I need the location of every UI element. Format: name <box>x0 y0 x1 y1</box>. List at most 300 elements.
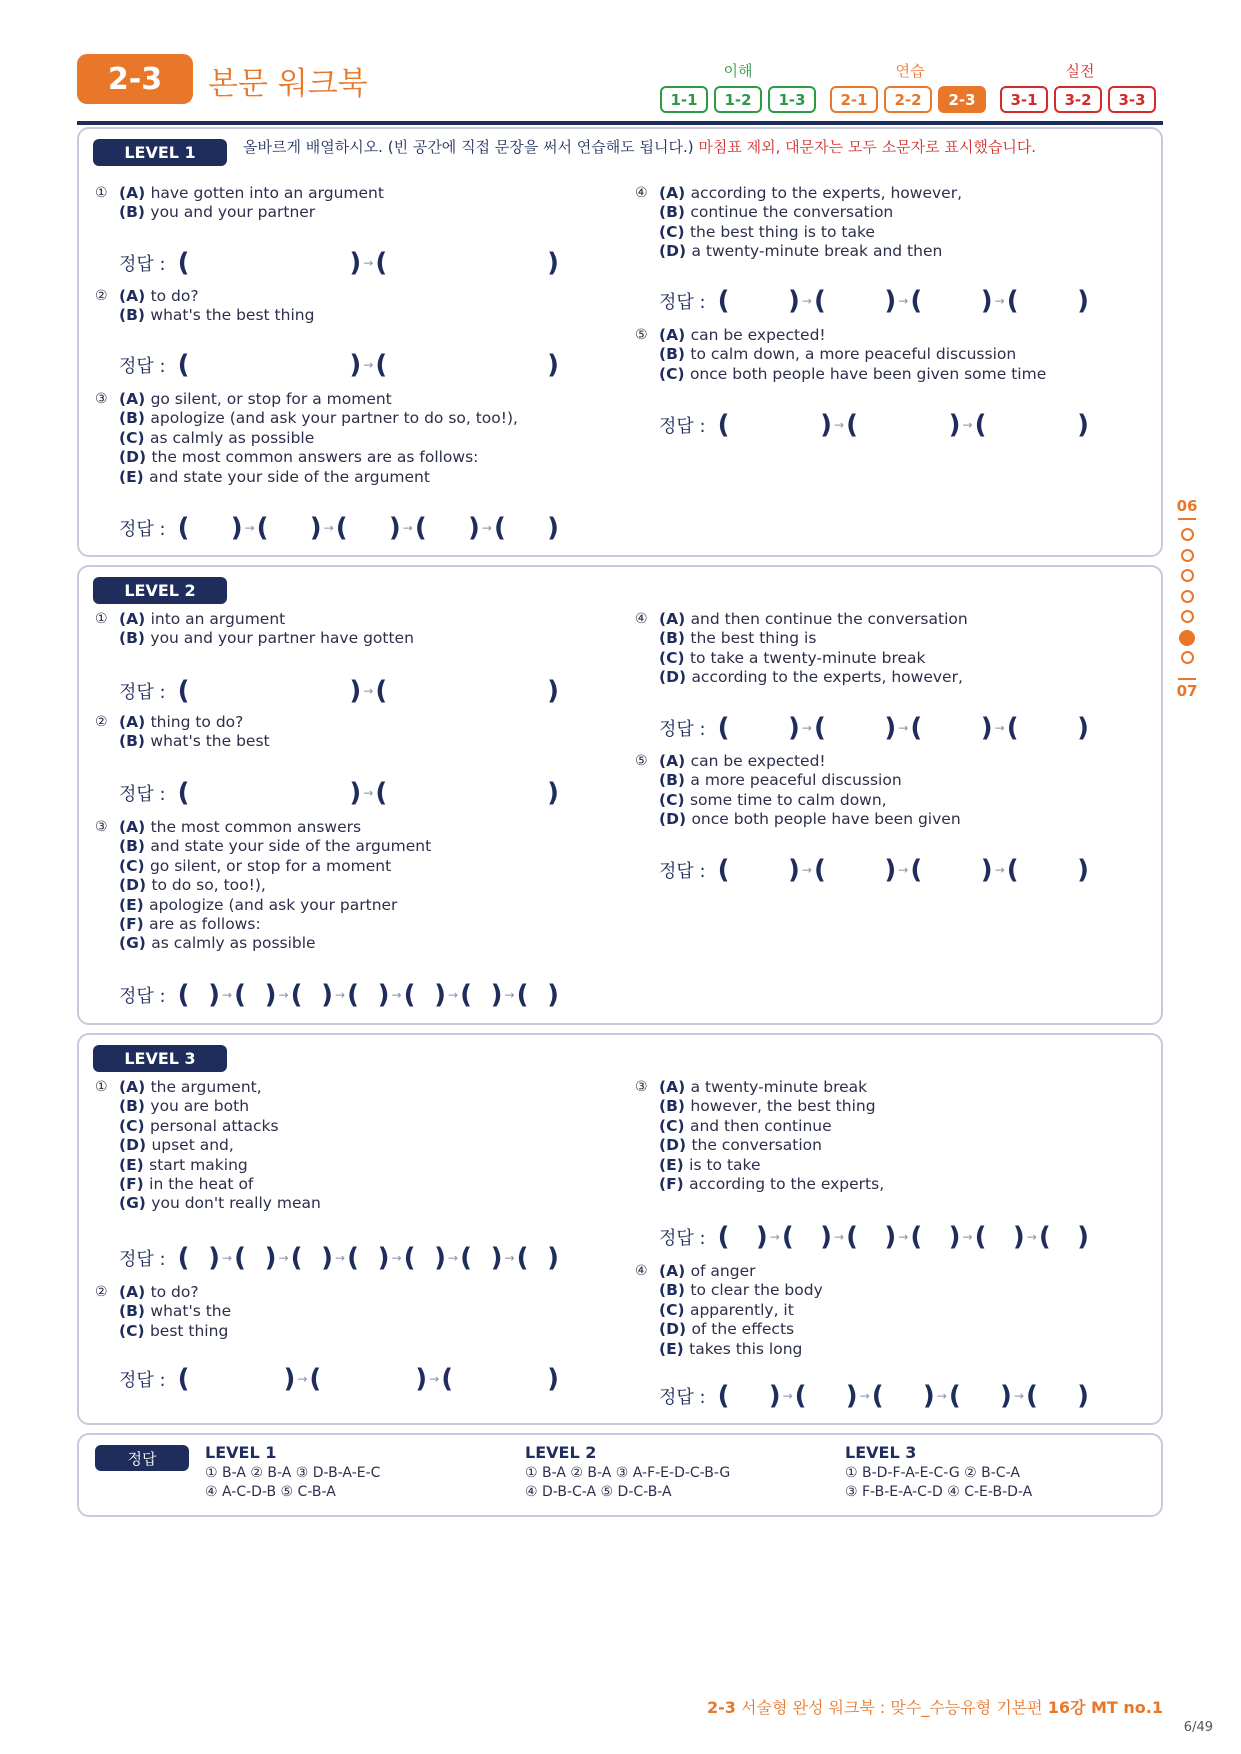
option-tag: (A) <box>659 326 691 344</box>
option-line <box>659 1136 884 1155</box>
arrow-icon: → <box>363 256 374 270</box>
question <box>95 818 432 954</box>
answer-line[interactable] <box>119 247 559 279</box>
group-label-understanding: 이해 <box>723 62 753 80</box>
option-text: as calmly as possible <box>149 428 315 447</box>
question <box>95 610 414 649</box>
option-text: to clear the body <box>690 1281 823 1300</box>
option-line <box>659 649 968 668</box>
answer-line[interactable] <box>119 1242 559 1274</box>
answer-label: 정답 : <box>119 356 166 377</box>
answer-slot: ( ) <box>177 248 362 278</box>
answer-slot: ( ) <box>717 855 800 885</box>
answer-label: 정답 : <box>659 861 706 882</box>
answer-slot: ( ) <box>256 513 322 543</box>
arrow-icon: → <box>335 1251 346 1265</box>
answer-slot: ( ) <box>375 676 559 706</box>
option-line <box>659 1117 884 1136</box>
option-text: and then continue <box>689 1116 832 1135</box>
option-text: continue the conversation <box>690 203 894 222</box>
arrow-icon: → <box>801 294 812 308</box>
answer-slot: ( ) <box>375 778 559 808</box>
option-tag: (A) <box>119 1283 151 1301</box>
option-line <box>119 1194 321 1213</box>
answer-slot: ( ) <box>460 980 503 1010</box>
question <box>635 1262 823 1359</box>
answer-key-badge: 정답 <box>95 1445 189 1471</box>
level-badge: LEVEL 1 <box>93 139 227 166</box>
option-tag: (C) <box>659 1300 690 1319</box>
option-line <box>659 610 968 629</box>
arrow-icon: → <box>222 1251 233 1265</box>
option-line <box>659 203 962 222</box>
answer-slot: ( ) <box>1006 855 1089 885</box>
option-line <box>119 1322 231 1341</box>
option-line <box>659 1175 884 1194</box>
option-line <box>119 857 431 876</box>
option-text: thing to do? <box>150 713 244 731</box>
answer-slot: ( ) <box>403 1243 446 1273</box>
answer-slot: ( ) <box>177 350 362 380</box>
arrow-icon: → <box>936 1389 947 1403</box>
answer-slot: ( ) <box>177 676 362 706</box>
option-tag: (A) <box>119 390 151 408</box>
question <box>635 610 968 688</box>
option-tag: (B) <box>119 837 151 856</box>
answer-slot: ( ) <box>717 713 800 743</box>
answer-line[interactable] <box>119 349 559 381</box>
nav-button-3-1[interactable]: 3-1 <box>1000 86 1048 113</box>
option-tag: (D) <box>119 1136 152 1155</box>
question <box>95 1283 232 1341</box>
option-text: once both people have been given some time <box>689 364 1047 383</box>
option-tag: (B) <box>659 771 691 790</box>
option-tag: (D) <box>659 1320 692 1339</box>
option-tag: (D) <box>659 1136 692 1155</box>
option-line <box>119 287 314 306</box>
group-label-actual: 실전 <box>1065 62 1095 80</box>
arrow-icon: → <box>898 863 909 877</box>
answer-label: 정답 : <box>119 519 166 540</box>
option-line <box>659 1340 823 1359</box>
option-text: the best thing is <box>690 629 817 648</box>
answer-label: 정답 : <box>119 254 166 275</box>
answer-slot: ( ) <box>375 350 559 380</box>
answer-slot: ( ) <box>910 286 993 316</box>
answer-slot: ( ) <box>1038 1222 1089 1252</box>
answer-label: 정답 : <box>659 719 706 740</box>
arrow-icon: → <box>244 521 255 535</box>
answer-label: 정답 : <box>659 1228 706 1249</box>
option-text: in the heat of <box>149 1175 254 1194</box>
arrow-icon: → <box>363 684 374 698</box>
arrow-icon: → <box>391 1251 402 1265</box>
option-text: go silent, or stop for a moment <box>150 390 392 408</box>
option-line <box>659 326 1046 345</box>
option-line <box>119 468 518 487</box>
option-text: have gotten into an argument <box>150 184 384 202</box>
answer-slot: ( ) <box>516 1243 559 1273</box>
option-tag: (B) <box>119 1302 151 1321</box>
option-tag: (G) <box>119 934 152 953</box>
option-text: apologize (and ask your partner to do so, too!), <box>150 409 518 428</box>
option-line <box>659 771 961 790</box>
answer-slot: ( ) <box>974 410 1089 440</box>
option-tag: (B) <box>119 409 151 428</box>
instruction: 올바르게 배열하시오. (빈 공간에 직접 문장을 써서 연습해도 됩니다.) 마침표 제외, 대문자는 모두 소문자로 표시했습니다. <box>243 138 1037 156</box>
option-text: can be expected! <box>690 326 826 344</box>
option-line <box>119 1283 231 1302</box>
question-number: ⑤ <box>635 327 648 343</box>
option-line <box>659 345 1046 364</box>
option-text: personal attacks <box>149 1116 279 1135</box>
answer-line[interactable] <box>659 285 1089 317</box>
option-tag: (B) <box>119 203 151 222</box>
option-tag: (F) <box>659 1175 690 1194</box>
answer-key-panel <box>77 1433 1163 1517</box>
arrow-icon: → <box>769 1230 780 1244</box>
question-number: ④ <box>635 611 648 627</box>
answer-slot: ( ) <box>717 1381 781 1411</box>
option-tag: (A) <box>659 184 691 202</box>
option-tag: (A) <box>659 1262 691 1280</box>
answer-slot: ( ) <box>335 513 401 543</box>
option-tag: (B) <box>119 306 151 325</box>
nav-button-3-3[interactable]: 3-3 <box>1108 86 1156 113</box>
option-line <box>119 1097 321 1116</box>
answer-line[interactable] <box>119 777 559 809</box>
level2-panel <box>77 565 1163 1025</box>
option-text: according to the experts, however, <box>691 668 963 687</box>
page-dot <box>1181 569 1194 582</box>
answer-slot: ( ) <box>441 1364 559 1394</box>
question-number: ④ <box>635 1263 648 1279</box>
nav-button-1-2[interactable]: 1-2 <box>714 86 762 113</box>
option-tag: (B) <box>659 1281 691 1300</box>
option-text: to calm down, a more peaceful discussion <box>690 345 1017 364</box>
question <box>95 287 315 326</box>
side-nav-bottom: 07 <box>1176 682 1198 700</box>
nav-button-1-3[interactable]: 1-3 <box>768 86 816 113</box>
option-text: takes this long <box>689 1339 803 1358</box>
option-text: and state your side of the argument <box>149 467 430 486</box>
answer-slot: ( ) <box>177 1364 296 1394</box>
option-tag: (A) <box>119 287 151 305</box>
answer-slot: ( ) <box>290 980 333 1010</box>
option-line <box>119 409 518 428</box>
option-tag: (C) <box>119 1321 150 1340</box>
answer-slot: ( ) <box>234 980 277 1010</box>
question-number: ④ <box>635 185 648 201</box>
option-tag: (C) <box>119 1116 150 1135</box>
option-text: start making <box>149 1155 248 1174</box>
arrow-icon: → <box>448 1251 459 1265</box>
option-text: you don't really mean <box>151 1194 321 1213</box>
option-tag: (E) <box>659 1339 690 1358</box>
arrow-icon: → <box>429 1372 440 1386</box>
nav-button-3-2[interactable]: 3-2 <box>1054 86 1102 113</box>
question <box>95 713 270 752</box>
option-text: to take a twenty-minute break <box>689 648 926 667</box>
answer-slot: ( ) <box>177 513 243 543</box>
option-line <box>119 610 414 629</box>
option-tag: (C) <box>119 856 150 875</box>
arrow-icon: → <box>962 418 973 432</box>
option-tag: (A) <box>119 184 151 202</box>
option-line <box>119 876 431 895</box>
answer-slot: ( ) <box>910 713 993 743</box>
option-line <box>659 1301 823 1320</box>
current-page-dot <box>1179 630 1195 646</box>
answer-line[interactable] <box>659 1221 1089 1253</box>
level-badge: LEVEL 3 <box>93 1045 227 1072</box>
footer: 2-3 서술형 완성 워크북 : 맞수_수능유형 기본편 16강 MT no.1 <box>707 1698 1163 1717</box>
option-tag: (A) <box>119 1078 151 1096</box>
arrow-icon: → <box>391 988 402 1002</box>
option-line <box>659 810 961 829</box>
arrow-icon: → <box>448 988 459 1002</box>
answer-label: 정답 : <box>119 1370 166 1391</box>
side-nav-top: 06 <box>1176 497 1198 515</box>
answer-slot: ( ) <box>290 1243 333 1273</box>
nav-button-2-2[interactable]: 2-2 <box>884 86 932 113</box>
option-line <box>119 915 431 934</box>
answer-slot: ( ) <box>910 1222 961 1252</box>
option-line <box>659 1262 823 1281</box>
option-text: according to the experts, <box>689 1175 885 1194</box>
option-tag: (A) <box>119 713 151 731</box>
arrow-icon: → <box>898 721 909 735</box>
level-badge: LEVEL 2 <box>93 577 227 604</box>
answer-slot: ( ) <box>781 1222 832 1252</box>
answer-slot: ( ) <box>347 980 390 1010</box>
option-text: best thing <box>149 1321 229 1340</box>
option-text: the conversation <box>691 1136 822 1155</box>
option-text: what's the best thing <box>150 306 315 325</box>
option-tag: (D) <box>659 668 692 687</box>
option-tag: (A) <box>659 1078 691 1096</box>
arrow-icon: → <box>363 358 374 372</box>
option-tag: (C) <box>659 364 690 383</box>
option-text: to do? <box>150 287 199 305</box>
question <box>635 752 961 830</box>
option-line <box>659 223 962 242</box>
option-text: apologize (and ask your partner <box>149 895 398 914</box>
option-text: a more peaceful discussion <box>690 771 902 790</box>
option-line <box>119 1078 321 1097</box>
answer-line[interactable] <box>659 712 1089 744</box>
option-line <box>659 1156 884 1175</box>
answer-slot: ( ) <box>717 410 832 440</box>
arrow-icon: → <box>898 1230 909 1244</box>
arrow-icon: → <box>859 1389 870 1403</box>
option-line <box>659 365 1046 384</box>
option-text: of anger <box>690 1262 756 1280</box>
answer-slot: ( ) <box>717 286 800 316</box>
question-number: ② <box>95 714 108 730</box>
option-text: go silent, or stop for a moment <box>149 856 392 875</box>
arrow-icon: → <box>994 863 1005 877</box>
option-line <box>119 896 431 915</box>
option-line <box>119 1156 321 1175</box>
answer-line[interactable] <box>119 979 559 1011</box>
option-tag: (B) <box>659 203 691 222</box>
answer-line[interactable] <box>659 1380 1089 1412</box>
section-badge: 2-3 <box>77 54 193 104</box>
answer-slot: ( ) <box>177 980 220 1010</box>
option-line <box>659 184 962 203</box>
option-line <box>659 1097 884 1116</box>
answer-slot: ( ) <box>493 513 559 543</box>
option-text: according to the experts, however, <box>690 184 962 202</box>
arrow-icon: → <box>834 1230 845 1244</box>
arrow-icon: → <box>278 988 289 1002</box>
answer-slot: ( ) <box>177 1243 220 1273</box>
option-line <box>659 668 968 687</box>
option-line <box>119 818 431 837</box>
answer-line[interactable] <box>119 512 559 544</box>
question-number: ① <box>95 611 108 627</box>
option-line <box>119 713 270 732</box>
option-line <box>119 934 431 953</box>
option-text: is to take <box>689 1155 761 1174</box>
arrow-icon: → <box>994 294 1005 308</box>
nav-button-2-1[interactable]: 2-1 <box>830 86 878 113</box>
option-text: to do? <box>150 1283 199 1301</box>
header-rule <box>77 121 1163 125</box>
arrow-icon: → <box>962 1230 973 1244</box>
level3-panel <box>77 1033 1163 1425</box>
question-number: ⑤ <box>635 753 648 769</box>
question <box>95 1078 321 1214</box>
option-tag: (F) <box>119 1175 150 1194</box>
answer-slot: ( ) <box>717 1222 768 1252</box>
option-tag: (D) <box>659 242 692 261</box>
question-number: ① <box>95 1079 108 1095</box>
option-line <box>659 791 961 810</box>
answer-slot: ( ) <box>813 713 897 743</box>
option-tag: (A) <box>119 818 151 836</box>
arrow-icon: → <box>297 1372 308 1386</box>
option-text: are as follows: <box>149 915 261 934</box>
option-line <box>119 1117 321 1136</box>
page-title: 본문 워크북 <box>208 66 368 102</box>
arrow-icon: → <box>222 988 233 1002</box>
option-text: what's the best <box>150 732 270 751</box>
arrow-icon: → <box>801 863 812 877</box>
option-text: once both people have been given <box>691 810 961 829</box>
page-dot <box>1181 528 1194 541</box>
option-text: you and your partner <box>150 203 316 222</box>
question <box>635 184 962 262</box>
option-tag: (E) <box>659 1155 690 1174</box>
side-nav-rule <box>1178 678 1196 680</box>
option-tag: (C) <box>659 790 690 809</box>
option-tag: (B) <box>119 732 151 751</box>
page-dot <box>1181 549 1194 562</box>
option-text: of the effects <box>691 1320 795 1339</box>
question <box>635 326 1047 384</box>
option-text: some time to calm down, <box>689 790 887 809</box>
nav-button-1-1[interactable]: 1-1 <box>660 86 708 113</box>
answer-slot: ( ) <box>460 1243 503 1273</box>
answer-label: 정답 : <box>119 1249 166 1270</box>
option-tag: (D) <box>659 810 692 829</box>
option-tag: (B) <box>119 629 151 648</box>
answer-slot: ( ) <box>948 1381 1012 1411</box>
option-text: upset and, <box>151 1136 234 1155</box>
answer-label: 정답 : <box>659 416 706 437</box>
option-line <box>119 390 518 409</box>
answer-slot: ( ) <box>375 248 559 278</box>
option-tag: (F) <box>119 915 150 934</box>
option-tag: (B) <box>119 1097 151 1116</box>
answer-slot: ( ) <box>813 855 897 885</box>
option-tag: (C) <box>659 222 690 241</box>
option-line <box>659 1078 884 1097</box>
nav-button-2-3[interactable]: 2-3 <box>938 86 986 113</box>
option-line <box>119 429 518 448</box>
option-text: a twenty-minute break <box>690 1078 868 1096</box>
answer-label: 정답 : <box>659 1387 706 1408</box>
option-text: apparently, it <box>689 1300 794 1319</box>
arrow-icon: → <box>481 521 492 535</box>
option-text: what's the <box>150 1302 232 1321</box>
answer-line[interactable] <box>119 1363 559 1395</box>
option-line <box>119 837 431 856</box>
answer-line[interactable] <box>119 675 559 707</box>
arrow-icon: → <box>1013 1389 1024 1403</box>
answer-slot: ( ) <box>794 1381 858 1411</box>
arrow-icon: → <box>782 1389 793 1403</box>
option-tag: (C) <box>659 1116 690 1135</box>
arrow-icon: → <box>402 521 413 535</box>
option-tag: (A) <box>119 610 151 628</box>
option-line <box>119 1175 321 1194</box>
arrow-icon: → <box>363 786 374 800</box>
option-tag: (D) <box>119 448 152 467</box>
arrow-icon: → <box>278 1251 289 1265</box>
answer-slot: ( ) <box>813 286 897 316</box>
option-text: you and your partner have gotten <box>150 629 414 648</box>
option-tag: (G) <box>119 1194 152 1213</box>
question <box>635 1078 885 1194</box>
level1-panel <box>77 127 1163 557</box>
option-tag: (A) <box>659 610 691 628</box>
option-text: however, the best thing <box>690 1097 876 1116</box>
answer-slot: ( ) <box>1006 713 1089 743</box>
option-line <box>119 184 384 203</box>
answer-slot: ( ) <box>516 980 559 1010</box>
page-dot <box>1181 651 1194 664</box>
answer-label: 정답 : <box>659 292 706 313</box>
answer-line[interactable] <box>659 409 1089 441</box>
answer-slot: ( ) <box>1025 1381 1089 1411</box>
question <box>95 390 518 487</box>
option-text: the most common answers <box>150 818 362 836</box>
option-tag: (E) <box>119 1155 150 1174</box>
option-line <box>119 448 518 467</box>
question <box>95 184 384 223</box>
option-tag: (B) <box>659 345 691 364</box>
answer-line[interactable] <box>659 854 1089 886</box>
arrow-icon: → <box>504 988 515 1002</box>
answer-slot: ( ) <box>1006 286 1089 316</box>
option-text: the best thing is to take <box>689 222 875 241</box>
option-text: a twenty-minute break and then <box>691 242 943 261</box>
option-text: and state your side of the argument <box>150 837 432 856</box>
group-label-practice: 연습 <box>895 62 925 80</box>
